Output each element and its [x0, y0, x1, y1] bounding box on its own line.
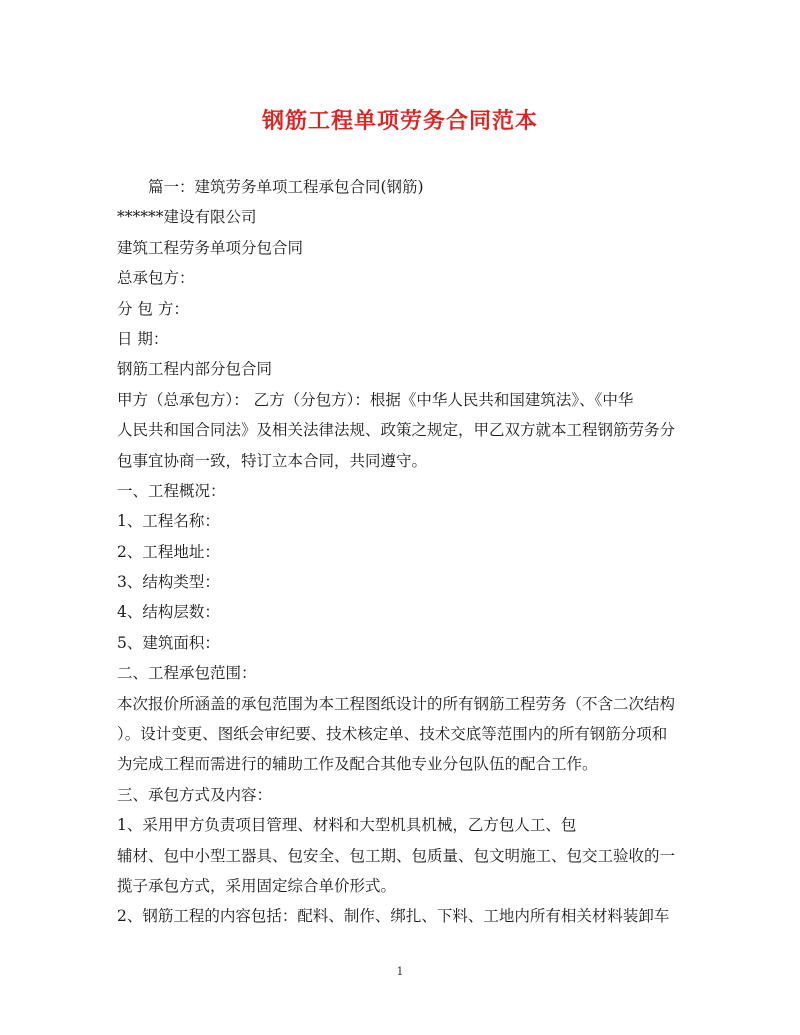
- text-line: 5、建筑面积：: [117, 633, 220, 652]
- text-line: 4、结构层数：: [117, 603, 220, 622]
- document-title: 钢筋工程单项劳务合同范本: [261, 109, 538, 134]
- text-line: 分 包 方：: [117, 299, 189, 318]
- page-number: 1: [396, 965, 404, 978]
- text-line: 2、工程地址：: [117, 542, 220, 561]
- text-line: 建筑工程劳务单项分包合同: [117, 238, 304, 257]
- text-line: 2、钢筋工程的内容包括：配料、制作、绑扎、下料、工地内所有相关材料装卸车: [117, 907, 670, 926]
- text-line: ）。设计变更、图纸会审纪要、技术核定单、技术交底等范围内的所有钢筋分项和: [117, 725, 668, 744]
- text-line: 本次报价所涵盖的承包范围为本工程图纸设计的所有钢筋工程劳务（不含二次结构: [117, 694, 676, 713]
- text-line: 钢筋工程内部分包合同: [117, 360, 273, 379]
- text-line: 辅材、包中小型工器具、包安全、包工期、包质量、包文明施工、包交工验收的一: [117, 846, 676, 865]
- section-heading: 二、工程承包范围：: [117, 664, 257, 683]
- text-line: 为完成工程而需进行的辅助工作及配合其他专业分包队伍的配合工作。: [117, 755, 598, 774]
- text-line: 篇一：建筑劳务单项工程承包合同(钢筋): [148, 178, 424, 196]
- text-line: 总承包方：: [117, 269, 195, 288]
- text-line: 日 期：: [117, 329, 169, 348]
- text-line: 包事宜协商一致，特订立本合同，共同遵守。: [117, 451, 428, 470]
- text-line: 人民共和国合同法》及相关法律法规、政策之规定，甲乙双方就本工程钢筋劳务分: [117, 421, 676, 440]
- text-line: 1、采用甲方负责项目管理、材料和大型机具机械，乙方包人工、包: [117, 816, 577, 835]
- section-heading: 三、承包方式及内容：: [117, 785, 273, 804]
- text-line: 揽子承包方式，采用固定综合单价形式。: [117, 876, 397, 895]
- text-line: ******建设有限公司: [117, 208, 257, 227]
- text-line: 1、工程名称：: [117, 512, 220, 531]
- section-heading: 一、工程概况：: [117, 481, 226, 500]
- document-body: [117, 172, 687, 932]
- text-line: 3、结构类型：: [117, 573, 220, 592]
- text-line: 甲方（总承包方）： 乙方（分包方）：根据《中华人民共和国建筑法》、《中华: [117, 390, 634, 409]
